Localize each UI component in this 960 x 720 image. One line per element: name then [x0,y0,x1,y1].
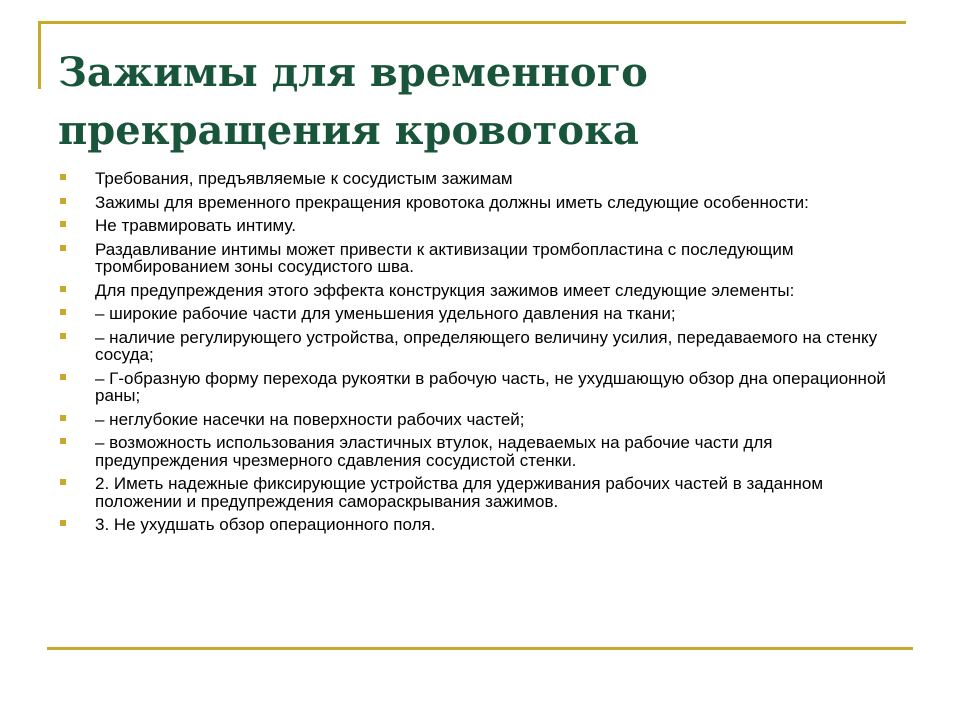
list-item-text: Зажимы для временного прекращения кровотока должны иметь следующие особенности: [95,192,809,212]
list-item-text: 3. Не ухудшать обзор операционного поля. [95,515,436,534]
square-bullet-icon [60,438,66,444]
title-line-1: Зажимы для временного [58,49,648,96]
square-bullet-icon [60,245,66,251]
list-item-text: 2. Иметь надежные фиксирующие устройства для удерживания рабочих частей в заданном положении и предупреждения самораскрывания зажимов. [95,474,824,511]
list-item-text: Требования, предъявляемые к сосудистым зажимам [95,169,513,188]
square-bullet-icon [60,198,66,204]
list-item-text: Раздавливание интимы может привести к активизации тромбопластина с последующим тромбированием зоны сосудистого шва. [95,239,794,276]
square-bullet-icon [60,415,66,421]
list-item-text: Не травмировать интиму. [95,216,296,235]
square-bullet-icon [60,333,66,339]
list-item-text: – наличие регулирующего устройства, определяющего величину усилия, передаваемого на стенку сосуда; [95,327,878,364]
list-item [58,329,908,364]
list-item [58,241,908,276]
left-rule [38,21,41,89]
list-item-text: – Г-образную форму перехода рукоятки в рабочую часть, не ухудшающую обзор дна операционной раны; [95,368,886,405]
list-item [58,370,908,405]
list-item [58,170,908,188]
list-item [58,194,908,212]
slide-title [58,44,918,160]
top-rule [40,21,906,24]
list-item [58,305,908,323]
list-item-text: – широкие рабочие части для уменьшения удельного давления на ткани; [95,304,676,323]
list-item-text: Для предупреждения этого эффекта конструкция зажимов имеет следующие элементы: [95,280,795,300]
square-bullet-icon [60,221,66,227]
list-item [58,282,908,300]
square-bullet-icon [60,520,66,526]
square-bullet-icon [60,286,66,292]
list-item-text: – возможность использования эластичных втулок, надеваемых на рабочие части для предупреждения чрезмерного сдавления сосудистой стенки. [95,433,773,470]
square-bullet-icon [60,479,66,485]
list-item-text: – неглубокие насечки на поверхности рабочих частей; [95,409,525,429]
list-item [58,434,908,469]
square-bullet-icon [60,174,66,180]
list-item [58,217,908,235]
list-item [58,411,908,429]
title-line-2: прекращения кровотока [58,107,639,154]
square-bullet-icon [60,374,66,380]
square-bullet-icon [60,309,66,315]
bottom-rule [47,647,913,650]
list-item [58,516,908,534]
bullet-list [58,170,908,540]
list-item [58,475,908,510]
